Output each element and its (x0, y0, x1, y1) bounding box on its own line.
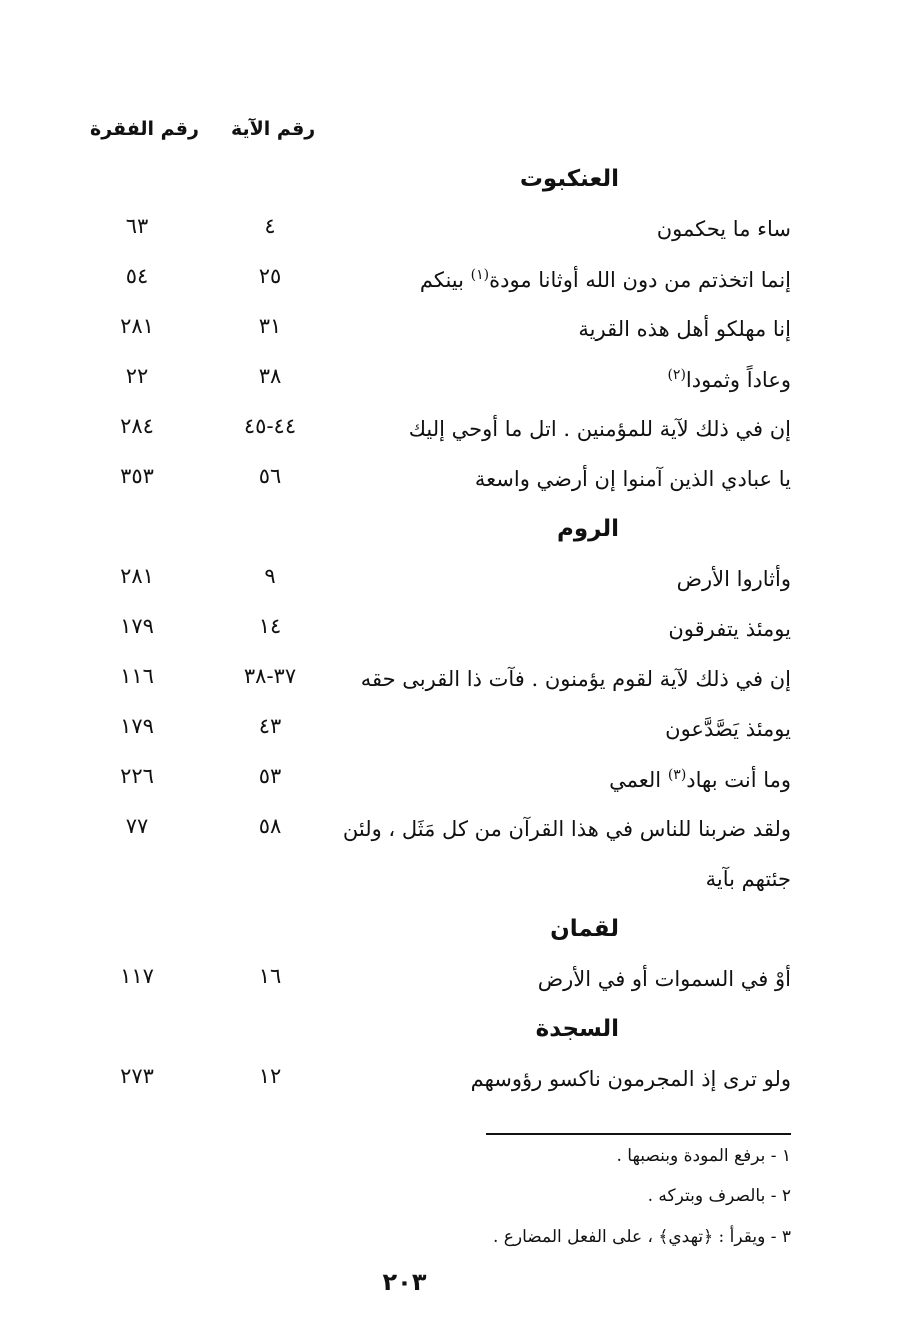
section-title-luqman: لقمان (550, 916, 619, 942)
verse-text: يومئذ يتفرقون (668, 617, 791, 641)
verse-text: إنا مهلكو أهل هذه القرية (578, 317, 791, 341)
page-number: ٢٠٣ (382, 1268, 427, 1296)
ayah-number: ٥٦ (258, 464, 282, 488)
paragraph-number: ١١٧ (120, 964, 154, 988)
ayah-number: ٤٤-٤٥ (243, 414, 297, 438)
verse-text: يا عبادي الذين آمنوا إن أرضي واسعة (474, 467, 791, 491)
paragraph-number: ١١٦ (120, 664, 154, 688)
ayah-number: ١٦ (258, 964, 282, 988)
verse-text: أوْ في السموات أو في الأرض (537, 967, 791, 991)
footnote-1: ١ - برفع المودة وبنصبها . (616, 1146, 791, 1166)
ayah-number: ٣٨ (258, 364, 282, 388)
ayah-number: ٥٣ (258, 764, 282, 788)
ayah-number: ٣١ (258, 314, 282, 338)
section-title-sajda: السجدة (535, 1016, 619, 1042)
ayah-number: ٤ (264, 214, 276, 238)
ayah-number: ٢٥ (258, 264, 282, 288)
verse-text-main: وما أنت بهاد (686, 768, 791, 792)
paragraph-number: ١٧٩ (120, 614, 154, 638)
verse-text-tail: العمي (609, 768, 668, 792)
paragraph-number: ٢٨١ (120, 564, 154, 588)
ayah-number: ٤٣ (258, 714, 282, 738)
paragraph-number: ٦٣ (125, 214, 149, 238)
verse-text: إن في ذلك لآية للمؤمنين . اتل ما أوحي إليك (408, 417, 791, 441)
paragraph-number: ٣٥٣ (120, 464, 154, 488)
verse-text: ولو ترى إذ المجرمون ناكسو رؤوسهم (470, 1067, 791, 1091)
paragraph-number: ٢٢٦ (120, 764, 154, 788)
footnote-divider (486, 1133, 791, 1135)
verse-text: إن في ذلك لآية لقوم يؤمنون . فآت ذا القربى حقه (360, 667, 791, 691)
paragraph-number: ١٧٩ (120, 714, 154, 738)
ayah-number: ٥٨ (258, 814, 282, 838)
paragraph-number: ٢٧٣ (120, 1064, 154, 1088)
verse-text: ساء ما يحكمون (656, 217, 791, 241)
section-title-ankabut: العنكبوت (519, 166, 619, 192)
verse-text: ولقد ضربنا للناس في هذا القرآن من كل مَثَل ، ولئن (342, 817, 791, 841)
footnote-2: ٢ - بالصرف وبتركه . (647, 1186, 791, 1206)
verse-text-continuation: جئتهم بآية (705, 867, 791, 891)
ayah-number: ٩ (264, 564, 276, 588)
paragraph-number-header: رقم الفقرة (90, 118, 199, 140)
ayah-number: ١٢ (258, 1064, 282, 1088)
footnote-marker: (٣) (667, 767, 687, 783)
paragraph-number: ٢٨١ (120, 314, 154, 338)
ayah-number-header: رقم الآية (231, 118, 316, 140)
ayah-number: ٣٧-٣٨ (243, 664, 297, 688)
verse-text (420, 267, 791, 292)
footnote-3: ٣ - ويقرأ : ﴿تهدي﴾ ، على الفعل المضارع . (492, 1227, 791, 1247)
paragraph-number: ٥٤ (125, 264, 149, 288)
footnote-marker: (١) (470, 267, 490, 283)
ayah-number: ١٤ (258, 614, 282, 638)
verse-text-main: إنما اتخذتم من دون الله أوثانا مودة (489, 268, 791, 292)
verse-text-tail: بينكم (419, 268, 471, 292)
verse-text: وأثاروا الأرض (676, 567, 791, 591)
verse-text (609, 767, 791, 792)
paragraph-number: ٢٢ (125, 364, 149, 388)
section-title-rum: الروم (557, 516, 619, 542)
paragraph-number: ٧٧ (125, 814, 149, 838)
paragraph-number: ٢٨٤ (120, 414, 154, 438)
verse-text: يومئذ يَصَّدَّعون (665, 717, 791, 741)
verse-text-main: وعاداً وثمودا (685, 368, 791, 392)
verse-text (667, 367, 791, 392)
footnote-marker: (٢) (667, 367, 686, 383)
